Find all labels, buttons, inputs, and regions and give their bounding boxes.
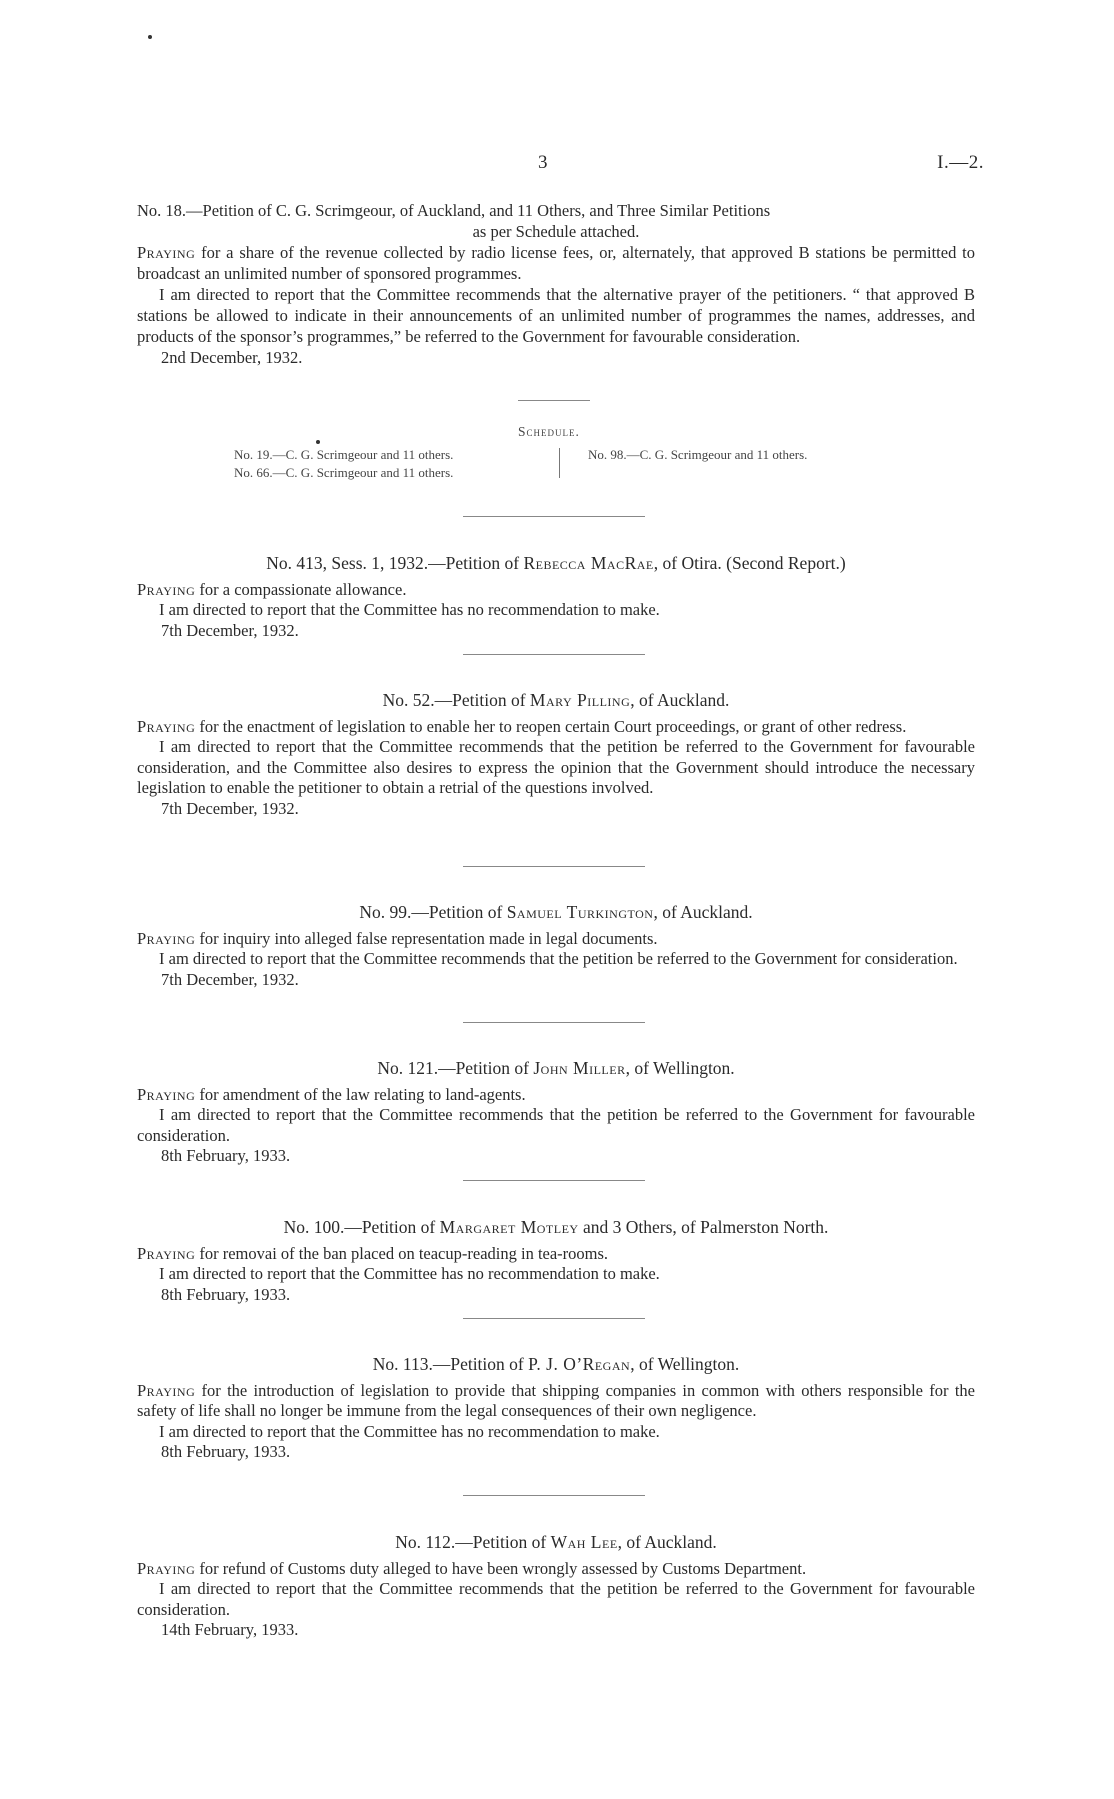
petition-413-praying — [137, 580, 975, 601]
page-number: 3 — [538, 152, 548, 173]
petitioner-name: John Miller — [533, 1058, 626, 1078]
schedule-item: No. 19.—C. G. Scrimgeour and 11 others. — [234, 447, 454, 462]
petition-100 — [137, 1217, 975, 1305]
petition-113-report: I am directed to report that the Committee has no recommendation to make. — [159, 1421, 660, 1441]
title-suffix: , of Otira. (Second Report.) — [653, 553, 846, 573]
speck-mark — [316, 440, 320, 444]
praying-label: Praying — [137, 243, 196, 262]
petition-99-praying — [137, 929, 975, 950]
page-header — [0, 152, 1114, 182]
page-reference: I.—2. — [937, 152, 984, 173]
schedule-item: No. 98.—C. G. Scrimgeour and 11 others. — [588, 447, 808, 462]
separator-rule — [463, 866, 645, 867]
petition-52-praying — [137, 717, 975, 738]
praying-text: for a share of the revenue collected by radio license fees, or, alternately, that approved B stations be permitted to broadcast an unlimited number of sponsored programmes. — [137, 243, 975, 283]
petition-99-date: 7th December, 1932. — [161, 969, 299, 989]
petitioner-name: Samuel Turkington — [506, 902, 654, 922]
title-suffix: , of Auckland. — [617, 1532, 717, 1552]
petition-100-report: I am directed to report that the Committee has no recommendation to make. — [159, 1264, 660, 1283]
separator-rule — [463, 1495, 645, 1496]
petition-52-report: I am directed to report that the Committee recommends that the petition be referred to the Government for favourable consideration, and the Committee also desires to express the opinion that the Government should introduce the necessary legislation to enable the petitioner to obtain a retrial of the questions involved. — [137, 737, 975, 797]
petition-52 — [137, 690, 975, 819]
praying-label: Praying — [137, 1558, 196, 1578]
separator-rule — [463, 654, 645, 655]
petitioner-name: Margaret Motley — [439, 1217, 579, 1237]
petitioner-name: P. J. O’Regan — [528, 1354, 631, 1374]
petition-113-date: 8th February, 1933. — [161, 1442, 291, 1461]
petition-18-report: I am directed to report that the Committee recommends that the alternative prayer of the petitioners. “ that approved B stations be allowed to indicate in their announcements of an unlimited number of programmes the names, addresses, and products of the sponsor’s programmes,” be referred to the Government for favourable consideration. — [137, 285, 975, 346]
petition-18 — [137, 200, 975, 368]
petitioner-name: Wah Lee — [550, 1532, 618, 1552]
praying-text: for inquiry into alleged false representation made in legal documents. — [195, 928, 658, 948]
praying-text: for the introduction of legislation to provide that shipping companies in common with others responsible for the safety of life shall no longer be immune from the legal consequences of their own negligence. — [137, 1380, 975, 1420]
petition-113-praying — [137, 1381, 975, 1422]
petition-413-date: 7th December, 1932. — [161, 620, 299, 640]
title-prefix: No. 112.—Petition of — [395, 1532, 551, 1552]
schedule-divider — [559, 448, 560, 478]
petition-413 — [137, 553, 975, 641]
petition-100-praying — [137, 1244, 975, 1265]
petition-121-report: I am directed to report that the Committee recommends that the petition be referred to the Government for favourable consideration. — [137, 1105, 975, 1145]
title-suffix: , of Auckland. — [630, 690, 730, 710]
praying-label: Praying — [137, 1380, 196, 1400]
title-prefix: No. 413, Sess. 1, 1932.—Petition of — [266, 553, 524, 573]
petition-112 — [137, 1532, 975, 1641]
title-suffix: and 3 Others, of Palmerston North. — [578, 1217, 829, 1237]
praying-text: for the enactment of legislation to enable her to reopen certain Court proceedings, or grant of other redress. — [195, 716, 907, 736]
speck-mark — [148, 35, 152, 39]
praying-text: for amendment of the law relating to land-agents. — [195, 1084, 526, 1104]
title-prefix: No. 121.—Petition of — [377, 1058, 534, 1078]
petition-112-title — [137, 1532, 975, 1553]
separator-rule — [463, 1180, 645, 1181]
praying-label: Praying — [137, 716, 196, 736]
petition-100-title — [137, 1217, 975, 1238]
petition-112-praying — [137, 1559, 975, 1580]
schedule-item: No. 66.—C. G. Scrimgeour and 11 others. — [234, 465, 454, 480]
petition-18-title-line-1: No. 18.—Petition of C. G. Scrimgeour, of Auckland, and 11 Others, and Three Similar Petitions — [137, 201, 771, 220]
petition-18-date: 2nd December, 1932. — [161, 348, 303, 367]
petition-52-date: 7th December, 1932. — [161, 798, 299, 818]
petition-413-report: I am directed to report that the Committee has no recommendation to make. — [159, 600, 660, 619]
praying-label: Praying — [137, 1084, 196, 1104]
separator-rule — [463, 1022, 645, 1023]
petition-121-date: 8th February, 1933. — [161, 1146, 291, 1165]
title-prefix: No. 100.—Petition of — [283, 1217, 440, 1237]
praying-text: for removai of the ban placed on teacup-reading in tea-rooms. — [195, 1243, 609, 1263]
petitioner-name: Rebecca MacRae — [523, 553, 654, 573]
title-suffix: , of Wellington. — [625, 1058, 735, 1078]
petition-113 — [137, 1354, 975, 1463]
praying-label: Praying — [137, 579, 196, 599]
petition-18-praying — [137, 242, 975, 284]
petition-121-praying — [137, 1085, 975, 1106]
petition-52-title — [137, 690, 975, 711]
schedule-left-column — [234, 446, 453, 482]
praying-label: Praying — [137, 1243, 196, 1263]
title-prefix: No. 113.—Petition of — [372, 1354, 529, 1374]
petition-113-title — [137, 1354, 975, 1375]
praying-text: for a compassionate allowance. — [195, 579, 407, 599]
petition-99-title — [137, 902, 975, 923]
schedule-title: Schedule. — [518, 424, 580, 439]
title-suffix: , of Wellington. — [630, 1354, 740, 1374]
separator-rule — [463, 1318, 645, 1319]
petition-413-title — [137, 553, 975, 574]
petition-121 — [137, 1058, 975, 1167]
petition-112-date: 14th February, 1933. — [161, 1620, 299, 1639]
petition-18-title-line-2: as per Schedule attached. — [472, 222, 640, 241]
petition-99 — [137, 902, 975, 990]
petitioner-name: Mary Pilling — [529, 690, 631, 710]
title-suffix: , of Auckland. — [653, 902, 753, 922]
praying-text: for refund of Customs duty alleged to have been wrongly assessed by Customs Department. — [195, 1558, 807, 1578]
schedule-right-column — [588, 446, 807, 464]
title-prefix: No. 52.—Petition of — [382, 690, 530, 710]
separator-rule — [518, 400, 590, 401]
praying-label: Praying — [137, 928, 196, 948]
petition-99-report: I am directed to report that the Committee recommends that the petition be referred to the Government for consideration. — [159, 949, 958, 968]
petition-100-date: 8th February, 1933. — [161, 1284, 291, 1304]
separator-rule — [463, 516, 645, 517]
petition-112-report: I am directed to report that the Committee recommends that the petition be referred to the Government for favourable consideration. — [137, 1579, 975, 1619]
petition-121-title — [137, 1058, 975, 1079]
title-prefix: No. 99.—Petition of — [359, 902, 507, 922]
